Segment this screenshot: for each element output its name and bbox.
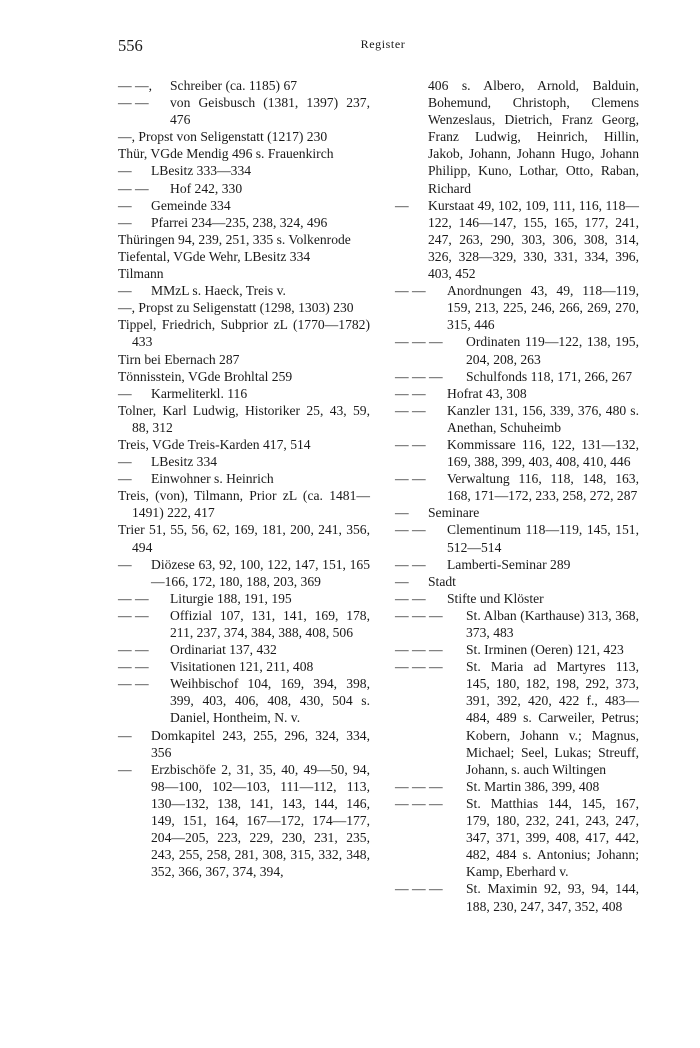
index-entry-dash: — — <box>118 95 149 111</box>
index-entry-text: Tolner, Karl Ludwig, Historiker 25, 43, 59, 88, 312 <box>118 402 370 435</box>
index-entry <box>118 282 370 299</box>
index-entry <box>118 248 370 265</box>
index-entry-dash: — — — <box>395 778 443 794</box>
index-entry-dash: — <box>118 471 132 487</box>
index-entry <box>395 197 639 282</box>
index-entry-text: LBesitz 333—334 <box>151 163 252 179</box>
index-entry-dash: — — <box>395 471 426 487</box>
index-entry-dash: — <box>118 727 132 743</box>
index-entry-text: Visitationen 121, 211, 408 <box>170 659 314 675</box>
index-entry <box>118 590 370 607</box>
index-entry <box>395 607 639 641</box>
index-entry-text: Treis, (von), Tilmann, Prior zL (ca. 1481—1491) 222, 417 <box>118 488 370 521</box>
index-column-left <box>118 77 370 880</box>
index-entry-dash: — — <box>395 590 426 606</box>
index-entry <box>395 573 639 590</box>
index-entry-dash: — — <box>395 436 426 452</box>
index-entry <box>118 94 370 128</box>
index-entry-text: Liturgie 188, 191, 195 <box>170 590 292 606</box>
index-entry <box>118 197 370 214</box>
index-entry-text: LBesitz 334 <box>151 454 218 470</box>
index-entry-dash: — <box>395 505 409 521</box>
index-entry-text: Karmeliterkl. 116 <box>151 385 248 401</box>
index-entry-text: 406 s. Albero, Arnold, Balduin, Bohemund, Christoph, Clemens Wenzeslaus, Dietrich, Franz Georg, Franz Ludwig, Heinrich, Hillin, Jakob, Johann, Johann Hugo, Johann Philipp, Kuno, Lothar, Otto, Raban, Richard <box>428 78 639 196</box>
index-entry <box>118 607 370 641</box>
index-entry-text: Weihbischof 104, 169, 394, 398, 399, 403, 406, 408, 430, 504 s. Daniel, Hontheim, N. v. <box>170 676 370 726</box>
index-entry-dash: — — <box>118 590 149 606</box>
index-entry-dash: — — — <box>395 368 443 384</box>
index-entry-text: Anordnungen 43, 49, 118—119, 159, 213, 225, 246, 266, 269, 270, 315, 446 <box>447 283 639 333</box>
index-entry-text: St. Maria ad Martyres 113, 145, 180, 182, 198, 292, 373, 391, 392, 420, 422 f., 483—484, 489 s. Carweiler, Petrus; Kobern, Johann v.; Magnus, Michael; Seel, Lukas; Streuff, Johann, s. auch Wiltingen <box>466 659 639 777</box>
index-entry-dash: — — — <box>395 795 443 811</box>
index-entry-dash: — <box>118 163 132 179</box>
index-entry <box>118 436 370 453</box>
index-entry <box>118 470 370 487</box>
index-entry <box>118 128 370 145</box>
index-entry-text: Schulfonds 118, 171, 266, 267 <box>466 368 633 384</box>
index-entry-text: St. Martin 386, 399, 408 <box>466 778 600 794</box>
index-entry-text: St. Irminen (Oeren) 121, 423 <box>466 642 624 658</box>
index-column-right <box>395 77 639 915</box>
index-entry-text: Gemeinde 334 <box>151 197 231 213</box>
index-entry <box>395 504 639 521</box>
index-entry <box>118 77 370 94</box>
index-entry <box>395 402 639 436</box>
index-entry-dash: — <box>118 214 132 230</box>
index-entry-text: Diözese 63, 92, 100, 122, 147, 151, 165—166, 172, 180, 188, 203, 369 <box>151 556 370 589</box>
index-entry-text: Pfarrei 234—235, 238, 324, 496 <box>151 214 328 230</box>
index-entry-dash: — <box>395 197 409 213</box>
index-entry <box>118 658 370 675</box>
index-entry-text: Einwohner s. Heinrich <box>151 471 274 487</box>
index-entry-dash: — — <box>118 676 149 692</box>
index-entry-text: Treis, VGde Treis-Karden 417, 514 <box>118 436 311 452</box>
index-entry-text: Tirn bei Ebernach 287 <box>118 351 240 367</box>
index-entry-text: Kurstaat 49, 102, 109, 111, 116, 118—122, 146—147, 155, 165, 177, 241, 247, 263, 290, 303, 306, 308, 314, 326, 328—329, 330, 331, 334, 396, 403, 452 <box>428 197 639 282</box>
index-entry-text: Trier 51, 55, 56, 62, 169, 181, 200, 241, 356, 494 <box>118 522 370 555</box>
index-entry-text: Erzbischöfe 2, 31, 35, 40, 49—50, 94, 98—100, 102—103, 111—112, 113, 130—132, 138, 141, 143, 144, 146, 149, 151, 164, 167—172, 174—177, 204—205, 223, 229, 230, 231, 235, 243, 255, 258, 281, 308, 315, 332, 348, 352, 366, 367, 374, 394, <box>151 761 370 880</box>
index-entry-text: von Geisbusch (1381, 1397) 237, 476 <box>170 95 370 128</box>
index-entry <box>118 761 370 881</box>
index-entry-text: Schreiber (ca. 1185) 67 <box>170 78 298 93</box>
index-entry-text: Thüringen 94, 239, 251, 335 s. Volkenrode <box>118 231 351 247</box>
index-entry-text: Domkapitel 243, 255, 296, 324, 334, 356 <box>151 727 370 760</box>
page-number: 556 <box>118 36 143 55</box>
index-entry-text: MMzL s. Haeck, Treis v. <box>151 283 286 299</box>
index-entry <box>395 658 639 778</box>
index-entry-text: Lamberti-Seminar 289 <box>447 556 571 572</box>
index-entry <box>118 351 370 368</box>
index-entry <box>395 590 639 607</box>
index-entry <box>118 453 370 470</box>
index-entry-text: Seminare <box>428 505 480 521</box>
index-entry <box>395 436 639 470</box>
index-entry-dash: — <box>118 197 132 213</box>
index-entry <box>118 521 370 555</box>
index-entry <box>118 487 370 521</box>
index-entry <box>118 231 370 248</box>
index-entry <box>118 727 370 761</box>
index-entry-dash: — — — <box>395 607 443 623</box>
index-entry-dash: — — <box>395 402 426 418</box>
index-entry-text: Hof 242, 330 <box>170 180 243 196</box>
index-entry-dash: — <box>118 385 132 401</box>
index-entry <box>395 556 639 573</box>
index-entry-dash: — — <box>395 385 426 401</box>
index-entry <box>395 795 639 880</box>
index-entry <box>395 385 639 402</box>
index-entry <box>395 470 639 504</box>
index-entry-text: Ordinariat 137, 432 <box>170 642 277 658</box>
index-entry <box>118 316 370 350</box>
index-entry-dash: — — — <box>395 334 443 350</box>
index-entry <box>395 778 639 795</box>
index-entry-dash: — — <box>395 522 426 538</box>
index-entry <box>395 641 639 658</box>
index-entry-dash: — <box>118 556 132 572</box>
index-entry-dash: — <box>118 454 132 470</box>
index-entry <box>118 180 370 197</box>
index-entry-dash: — <box>395 573 409 589</box>
index-entry-dash: — — <box>118 642 149 658</box>
index-entry-text: Stadt <box>428 573 456 589</box>
index-entry-text: Stifte und Klöster <box>447 590 544 606</box>
index-entry-dash: — — <box>118 607 149 623</box>
index-entry-dash: — — — <box>395 642 443 658</box>
index-entry-text: Kommissare 116, 122, 131—132, 169, 388, 399, 403, 408, 410, 446 <box>447 436 639 470</box>
index-entry-dash: — — <box>395 283 426 299</box>
index-entry-text: Tippel, Friedrich, Subprior zL (1770—1782) 433 <box>118 317 370 350</box>
index-entry-text: St. Maximin 92, 93, 94, 144, 188, 230, 247, 347, 352, 408 <box>466 881 639 914</box>
index-entry-text: Tiefental, VGde Wehr, LBesitz 334 <box>118 248 311 264</box>
index-entry <box>395 333 639 367</box>
page-header <box>118 36 648 60</box>
index-entry <box>118 265 370 282</box>
index-entry-text: Clementinum 118—119, 145, 151, 512—514 <box>447 522 639 555</box>
index-entry <box>118 214 370 231</box>
index-entry-text: Verwaltung 116, 118, 148, 163, 168, 171—172, 233, 258, 272, 287 <box>447 471 639 504</box>
index-entry-dash: — <box>118 283 132 299</box>
index-entry <box>118 368 370 385</box>
index-entry-dash: — — — <box>395 659 443 675</box>
index-entry <box>118 556 370 590</box>
index-entry-dash: — — <box>395 556 426 572</box>
index-entry-dash: — — <box>118 659 149 675</box>
index-entry <box>118 162 370 179</box>
index-entry <box>395 77 639 197</box>
index-entry-text: Tönnisstein, VGde Brohltal 259 <box>118 368 293 384</box>
index-entry-text: Ordinaten 119—122, 138, 195, 204, 208, 263 <box>466 334 639 367</box>
index-entry-text: Kanzler 131, 156, 339, 376, 480 s. Anethan, Schuheimb <box>447 402 639 435</box>
index-entry <box>395 880 639 914</box>
index-entry-text: —, Propst zu Seligenstatt (1298, 1303) 230 <box>118 300 354 316</box>
index-entry-dash: — — <box>118 180 149 196</box>
index-entry <box>118 402 370 436</box>
running-title: Register <box>360 37 406 51</box>
index-entry-text: —, Propst von Seligenstatt (1217) 230 <box>118 129 328 145</box>
index-entry-text: Tilmann <box>118 266 164 282</box>
index-entry <box>395 521 639 555</box>
index-entry-dash: — — — <box>395 881 443 897</box>
index-entry-text: St. Matthias 144, 145, 167, 179, 180, 232, 241, 243, 247, 347, 371, 399, 408, 417, 442, 482, 484 s. Antonius; Johann; Kamp, Eberhard v. <box>466 795 639 880</box>
index-entry-text: St. Alban (Karthause) 313, 368, 373, 483 <box>466 607 639 640</box>
index-entry <box>118 145 370 162</box>
index-entry-text: Thür, VGde Mendig 496 s. Frauenkirch <box>118 146 334 162</box>
index-entry <box>395 368 639 385</box>
index-entry <box>118 385 370 402</box>
index-entry-text: Offizial 107, 131, 141, 169, 178, 211, 237, 374, 384, 388, 408, 506 <box>170 607 370 640</box>
index-entry-text: Hofrat 43, 308 <box>447 385 527 401</box>
index-entry <box>118 675 370 726</box>
index-entry <box>118 641 370 658</box>
index-entry-dash: — —, <box>118 78 152 93</box>
index-entry <box>118 299 370 316</box>
index-entry <box>395 282 639 333</box>
index-entry-dash: — <box>118 761 132 777</box>
